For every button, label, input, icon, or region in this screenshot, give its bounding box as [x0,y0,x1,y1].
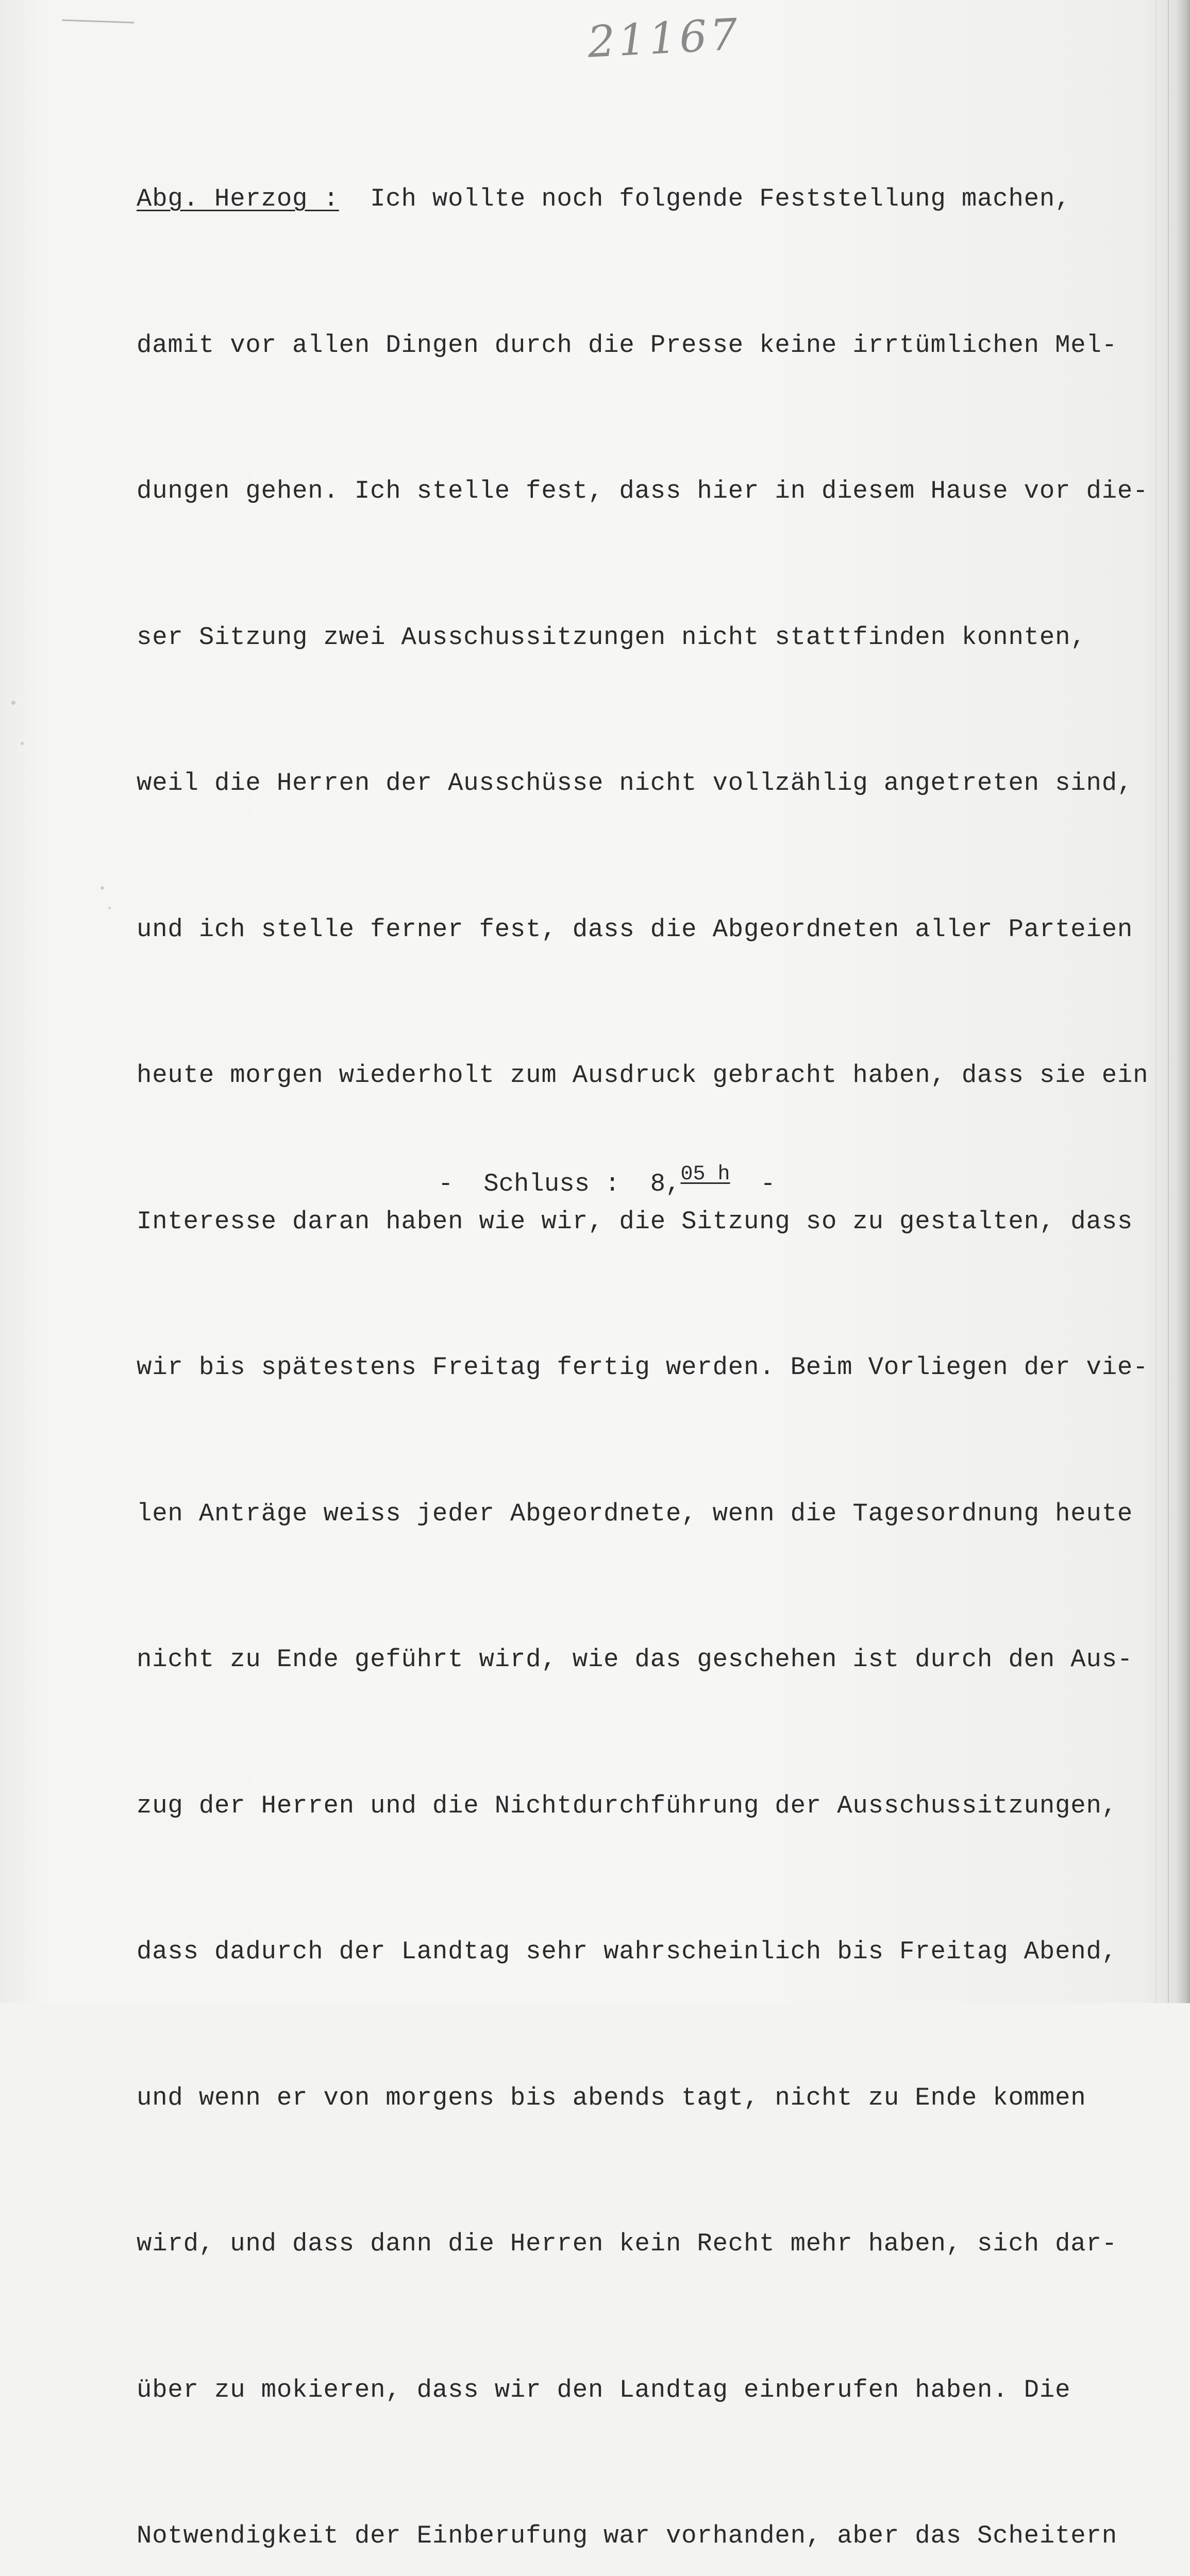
paper-speck [21,742,24,745]
text-line [137,175,1147,224]
closing-minutes: 05 [680,1163,706,1186]
text-line: weil die Herren der Ausschüsse nicht vollzählig angetreten sind, [137,769,1133,798]
text-line-content: Ich wollte noch folgende Feststellung machen, [339,184,1071,213]
text-line: heute morgen wiederholt zum Ausdruck gebracht haben, dass sie ein [137,1061,1149,1090]
text-line: nicht zu Ende geführt wird, wie das geschehen ist durch den Aus- [137,1645,1133,1674]
document-body [137,77,1147,2576]
text-line: dungen gehen. Ich stelle fest, dass hier in diesem Hause vor die- [137,477,1149,505]
text-line: len Anträge weiss jeder Abgeordnete, wenn die Tagesordnung heute [137,1499,1133,1528]
closing-prefix: - Schluss : 8, [438,1170,681,1198]
paper-edge-line [1168,0,1169,2003]
text-line: ser Sitzung zwei Ausschussitzungen nicht stattfinden konnten, [137,622,1086,652]
speaker-label: Abg. Herzog : [137,184,339,213]
closing-suffix: - [730,1170,776,1198]
paper-speck [108,907,111,909]
text-line: wir bis spätestens Freitag fertig werden. Beim Vorliegen der vie- [137,1353,1149,1382]
paper-speck [11,701,15,705]
text-line: Notwendigkeit der Einberufung war vorhanden, aber das Scheitern [137,2521,1117,2550]
text-line: und ich stelle ferner fest, dass die Abgeordneten aller Parteien [137,914,1133,944]
paper-fold-line [1155,0,1156,2003]
text-line: dass dadurch der Landtag sehr wahrscheinlich bis Freitag Abend, [137,1937,1117,1966]
paper-speck [100,886,104,890]
text-line: wird, und dass dann die Herren kein Recht mehr haben, sich dar- [137,2229,1117,2258]
text-line: über zu mokieren, dass wir den Landtag einberufen haben. Die [137,2375,1071,2404]
text-line: zug der Herren und die Nichtdurchführung der Ausschussitzungen, [137,1791,1117,1820]
closing-unit [706,1163,730,1186]
session-end-line [438,1163,776,1198]
closing-unit-text: h [717,1163,730,1186]
page-number: 21167 [586,9,742,67]
paper-right-edge-shadow [1176,0,1190,2003]
text-line: Interesse daran haben wie wir, die Sitzung so zu gestalten, dass [137,1207,1133,1236]
text-line: und wenn er von morgens bis abends tagt, nicht zu Ende kommen [137,2083,1086,2112]
text-line: damit vor allen Dingen durch die Presse keine irrtümlichen Mel- [137,330,1117,360]
